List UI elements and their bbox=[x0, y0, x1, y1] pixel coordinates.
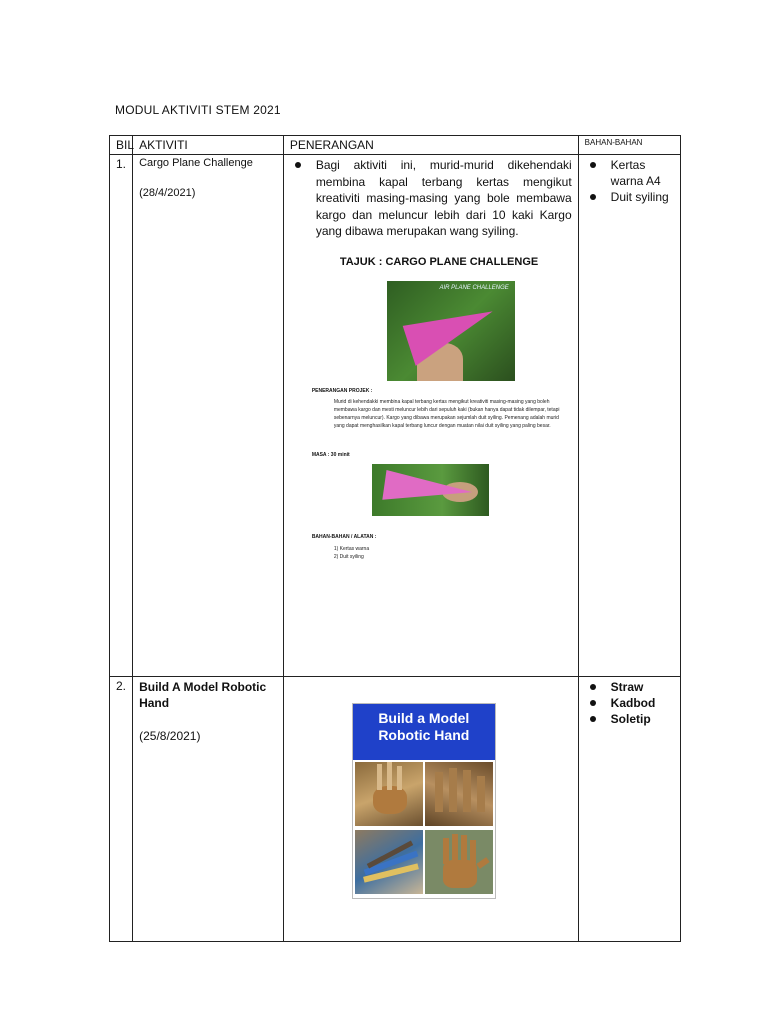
header-bil: BIL bbox=[110, 136, 133, 155]
paper-plane-photo bbox=[387, 281, 515, 381]
material-item: Kertas warna A4 bbox=[585, 157, 674, 189]
poster-title: Build a Model Robotic Hand bbox=[378, 710, 470, 743]
description-cell bbox=[283, 677, 578, 942]
material-item: Duit syiling bbox=[585, 189, 674, 205]
straw-hand-photo bbox=[355, 830, 423, 894]
row-number: 1. bbox=[110, 155, 133, 677]
header-penerangan: PENERANGAN bbox=[283, 136, 578, 155]
cardboard-hand-photo bbox=[355, 762, 423, 826]
row-number: 2. bbox=[110, 677, 133, 942]
paper-plane-photo-2 bbox=[372, 464, 489, 516]
cargo-plane-poster bbox=[290, 252, 572, 647]
cardboard-palm-photo bbox=[425, 830, 493, 894]
robotic-hand-poster bbox=[352, 703, 496, 899]
activity-cell bbox=[133, 677, 284, 942]
activity-date: (28/4/2021) bbox=[139, 187, 196, 199]
table-row bbox=[110, 677, 681, 942]
poster-bahan-heading: BAHAN-BAHAN / ALATAN : bbox=[311, 533, 377, 540]
poster-title: TAJUK : CARGO PLANE CHALLENGE bbox=[339, 255, 539, 268]
header-bahan: BAHAN-BAHAN bbox=[578, 136, 680, 155]
poster-bahan-item: 2) Duit syiling bbox=[333, 553, 364, 560]
poster-penerangan-heading: PENERANGAN PROJEK : bbox=[311, 387, 373, 394]
table-row bbox=[110, 155, 681, 677]
activity-date: (25/8/2021) bbox=[139, 729, 201, 743]
activity-name: Build A Model Robotic Hand bbox=[139, 680, 267, 710]
material-item: Straw bbox=[585, 679, 674, 695]
poster-masa: MASA : 30 minit bbox=[311, 451, 350, 458]
material-item: Soletip bbox=[585, 711, 674, 727]
activity-cell bbox=[133, 155, 284, 677]
activity-table bbox=[109, 135, 681, 942]
materials-cell bbox=[578, 677, 680, 942]
paper-plane-shape bbox=[382, 470, 473, 512]
header-aktiviti: AKTIVITI bbox=[133, 136, 284, 155]
cardboard-hand-photo bbox=[425, 762, 493, 826]
table-header-row bbox=[110, 136, 681, 155]
poster-penerangan-text: Murid di kehendakki membina kapal terbang kertas mengikut kreativiti masing-masing yang boleh membawa kargo dan mesti meluncur lebih dari sepuluh kaki (bukan hanya dapat tidak dilempar, tetapi sebenarnya meluncur). Kargo yang dibawa merupakan sejumlah duit syiling. Pemenang adalah murid yang dapat menghasilkan kapal terbang luncur dengan muatan nilai duit syiling yang paling besar. bbox=[333, 398, 560, 429]
document-title: MODUL AKTIVITI STEM 2021 bbox=[115, 103, 281, 117]
description-text: Bagi aktiviti ini, murid-murid dikehendaki membina kapal terbang kertas mengikut kreativiti masing-masing yang bole membawa kargo dan meluncur lebih dari 10 kaki Kargo yang dibawa merupakan wang syiling. bbox=[290, 157, 572, 240]
material-item: Kadbod bbox=[585, 695, 674, 711]
poster-bahan-item: 1) Kertas warna bbox=[333, 545, 370, 552]
materials-cell bbox=[578, 155, 680, 677]
photo-caption: AIR PLANE CHALLENGE bbox=[439, 284, 509, 291]
activity-name: Cargo Plane Challenge bbox=[139, 157, 253, 169]
description-cell bbox=[283, 155, 578, 677]
